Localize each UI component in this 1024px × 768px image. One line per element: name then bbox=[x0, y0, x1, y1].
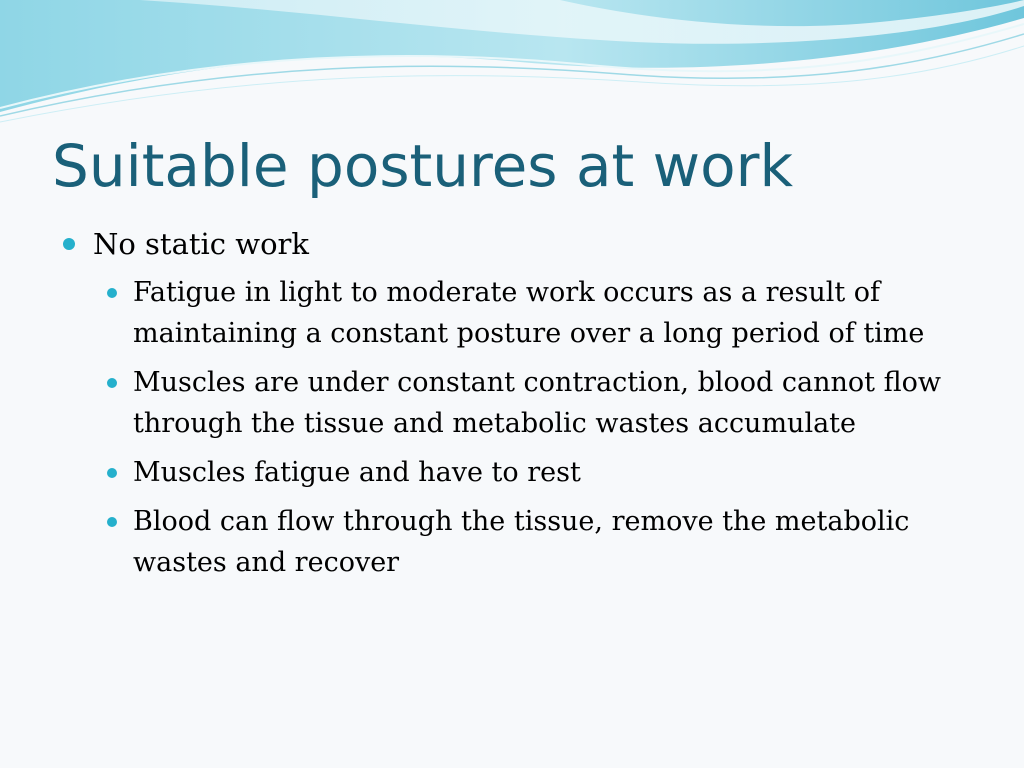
slide-body bbox=[0, 223, 1024, 583]
sub-bullet bbox=[133, 362, 953, 444]
bullet-dot-icon bbox=[107, 288, 117, 298]
bullet-dot-icon bbox=[107, 517, 117, 527]
sub-bullet bbox=[133, 452, 953, 493]
sub-bullet-text: Muscles fatigue and have to rest bbox=[133, 457, 581, 488]
bullet-text: No static work bbox=[93, 227, 309, 261]
sub-bullet-text: Blood can flow through the tissue, remove the metabolic wastes and recover bbox=[133, 506, 910, 578]
slide-title: Suitable postures at work bbox=[52, 132, 794, 200]
bullet-dot-icon bbox=[107, 378, 117, 388]
bullet-dot-icon bbox=[63, 238, 75, 250]
header-wave-decoration bbox=[0, 0, 1024, 130]
sub-bullet-text: Muscles are under constant contraction, blood cannot flow through the tissue and metabolic wastes accumulate bbox=[133, 367, 941, 439]
sub-bullet bbox=[133, 501, 953, 583]
sub-bullet bbox=[133, 272, 953, 354]
bullet-level1 bbox=[93, 223, 953, 265]
sub-bullet-text: Fatigue in light to moderate work occurs as a result of maintaining a constant posture over a long period of time bbox=[133, 277, 925, 349]
bullet-dot-icon bbox=[107, 468, 117, 478]
